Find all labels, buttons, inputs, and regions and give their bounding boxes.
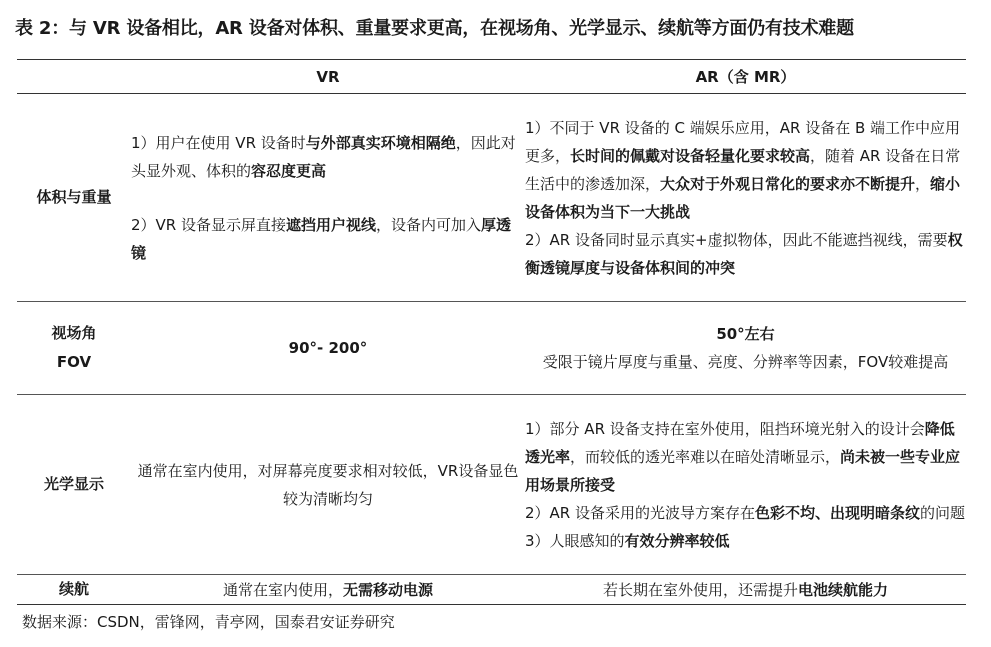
fov-label-line-1: 视场角 <box>51 324 97 342</box>
optics-ar-point-2: 2）AR 设备采用的光波导方案存在色彩不均、出现明暗条纹的问题 <box>525 503 966 522</box>
table-row <box>17 94 966 302</box>
row-label-fov <box>17 302 131 395</box>
optics-ar-cell <box>525 395 966 575</box>
table-row <box>17 302 966 395</box>
volume-ar-point-1: 1）不同于 VR 设备的 C 端娱乐应用，AR 设备在 B 端工作中应用更多，长时间的佩戴对设备轻量化要求较高，随着 AR 设备在日常生活中的渗透加深，大众对于外观日常化的要求亦不断提升，缩小设备体积为当下一大挑战 <box>525 118 961 221</box>
comparison-table <box>17 59 966 605</box>
table-row <box>17 575 966 605</box>
row-label-volume: 体积与重量 <box>17 94 131 302</box>
fov-ar-note: 受限于镜片厚度与重量、亮度、分辨率等因素，FOV较难提高 <box>542 353 949 371</box>
fov-ar-value: 50°左右 <box>716 325 775 343</box>
fov-vr-cell <box>131 302 525 395</box>
header-vr: VR <box>131 60 525 94</box>
header-blank <box>17 60 131 94</box>
fov-vr-value: 90°- 200° <box>288 339 368 357</box>
data-source-note: 数据来源：CSDN，雷锋网，青亭网，国泰君安证券研究 <box>22 613 395 631</box>
optics-ar-point-1: 1）部分 AR 设备支持在室外使用，阻挡环境光射入的设计会降低透光率，而较低的透光率难以在暗处清晰显示，尚未被一些专业应用场景所接受 <box>525 419 961 494</box>
header-row <box>17 60 966 94</box>
battery-vr-cell: 通常在室内使用，无需移动电源 <box>131 575 525 605</box>
fov-ar-cell <box>525 302 966 395</box>
table-row <box>17 395 966 575</box>
row-label-optics: 光学显示 <box>17 395 131 575</box>
battery-ar-cell: 若长期在室外使用，还需提升电池续航能力 <box>525 575 966 605</box>
table-title: 表 2：与 VR 设备相比，AR 设备对体积、重量要求更高，在视场角、光学显示、续航等方面仍有技术难题 <box>15 18 854 39</box>
volume-vr-point-2: 2）VR 设备显示屏直接遮挡用户视线，设备内可加入厚透镜 <box>131 215 512 262</box>
optics-ar-point-3: 3）人眼感知的有效分辨率较低 <box>525 531 730 550</box>
volume-vr-cell <box>131 94 525 302</box>
volume-ar-cell <box>525 94 966 302</box>
optics-vr-cell: 通常在室内使用，对屏幕亮度要求相对较低，VR设备显色较为清晰均匀 <box>131 395 525 575</box>
row-label-battery: 续航 <box>17 575 131 605</box>
volume-ar-point-2: 2）AR 设备同时显示真实+虚拟物体，因此不能遮挡视线，需要权衡透镜厚度与设备体积间的冲突 <box>525 230 963 277</box>
header-ar: AR（含 MR） <box>525 60 966 94</box>
volume-vr-point-1: 1）用户在使用 VR 设备时与外部真实环境相隔绝，因此对头显外观、体积的容忍度更高 <box>131 133 516 180</box>
fov-label-line-2: FOV <box>56 353 92 371</box>
